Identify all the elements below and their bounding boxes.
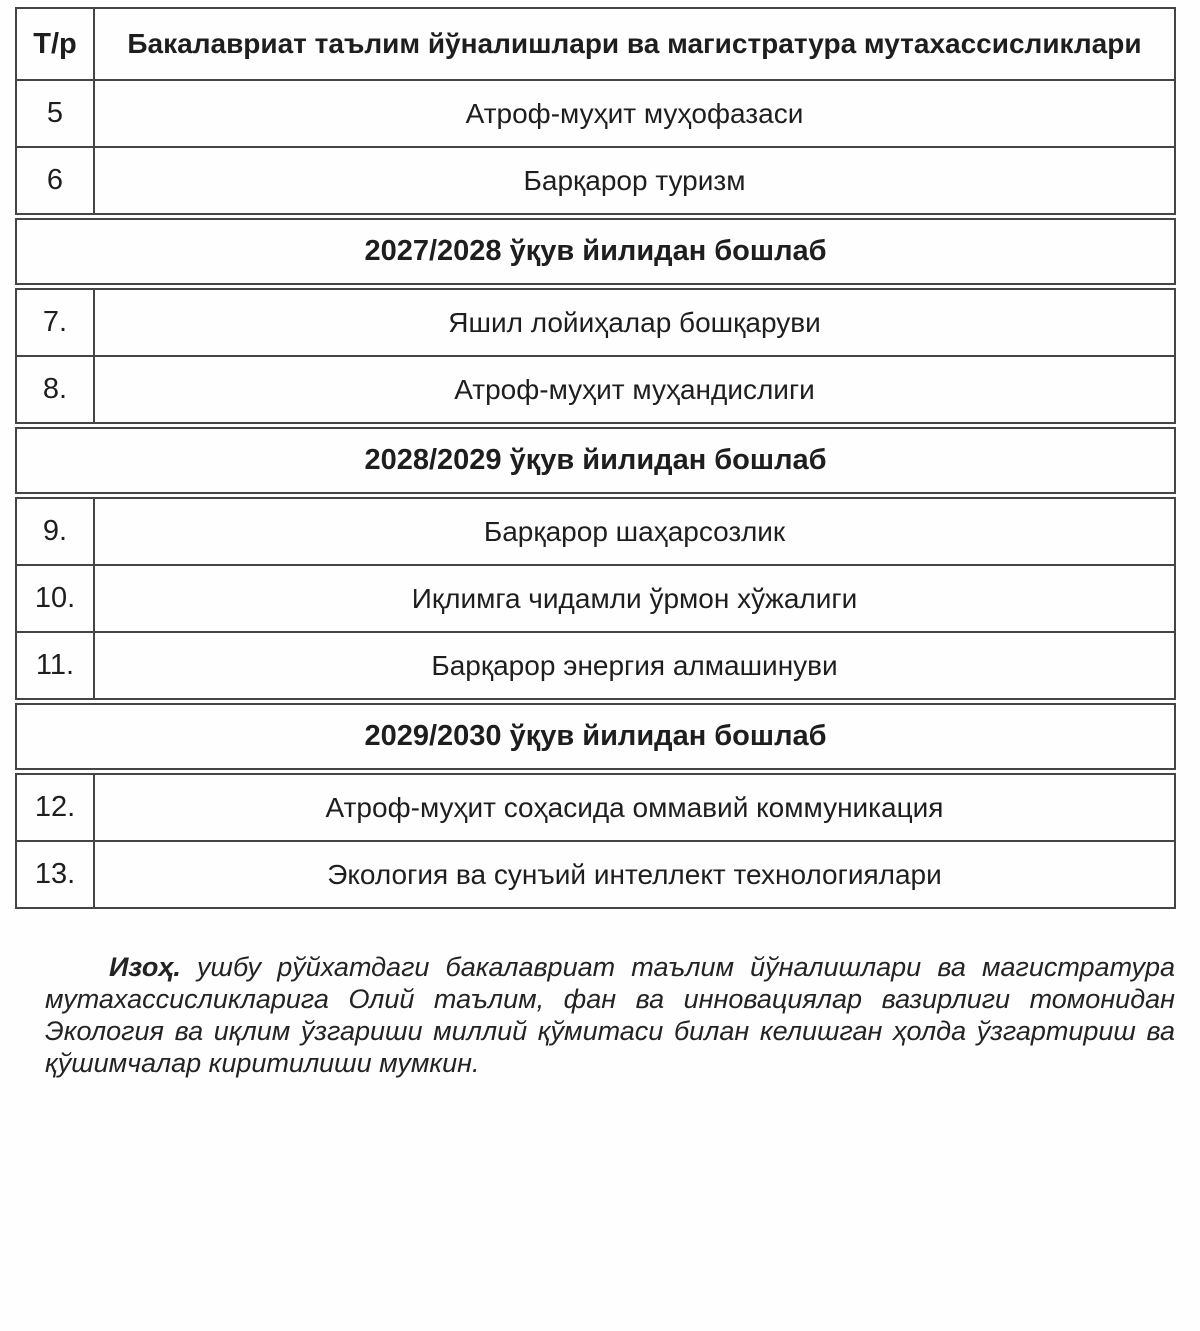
note-label: Изоҳ. — [109, 952, 181, 982]
table-row — [16, 147, 1175, 214]
row-label-cell: Атроф-муҳит муҳофазаси — [94, 80, 1175, 147]
table-header-row — [16, 8, 1175, 80]
row-label-cell: Атроф-муҳит муҳандислиги — [94, 356, 1175, 423]
table-row — [16, 774, 1175, 841]
row-number-cell: 5 — [16, 80, 94, 147]
row-number-cell: 13. — [16, 841, 94, 908]
note-paragraph — [45, 951, 1175, 1079]
row-number-cell: 11. — [16, 632, 94, 699]
table-row — [16, 841, 1175, 908]
row-label-cell: Барқарор туризм — [94, 147, 1175, 214]
row-number-cell: 9. — [16, 498, 94, 565]
table-header-cell-title: Бакалавриат таълим йўналишлари ва магистратура мутахассисликлари — [94, 8, 1175, 80]
row-number-cell: 10. — [16, 565, 94, 632]
note-text: ушбу рўйхатдаги бакалавриат таълим йўналишлари ва магистратура мутахассисликларига Олий таълим, фан ва инновациялар вазирлиги томонидан Экология ва иқлим ўзгариши миллий қўмитаси билан келишган ҳолда ўзгартириш ва қўшимчалар киритилиши мумкин. — [45, 952, 1175, 1078]
table-row — [16, 80, 1175, 147]
row-label-cell: Яшил лойиҳалар бошқаруви — [94, 289, 1175, 356]
row-label-cell: Экология ва сунъий интеллект технологиялари — [94, 841, 1175, 908]
section-row-2028-2029: 2028/2029 ўқув йилидан бошлаб — [15, 427, 1176, 494]
section-row-2027-2028: 2027/2028 ўқув йилидан бошлаб — [15, 218, 1176, 285]
table-row — [16, 498, 1175, 565]
row-number-cell: 12. — [16, 774, 94, 841]
programs-table-part-1 — [15, 7, 1176, 215]
row-label-cell: Иқлимга чидамли ўрмон хўжалиги — [94, 565, 1175, 632]
programs-table-part-2 — [15, 288, 1176, 424]
row-label-cell: Атроф-муҳит соҳасида оммавий коммуникация — [94, 774, 1175, 841]
row-label-cell: Барқарор энергия алмашинуви — [94, 632, 1175, 699]
table-row — [16, 632, 1175, 699]
row-number-cell: 6 — [16, 147, 94, 214]
row-number-cell: 7. — [16, 289, 94, 356]
table-header-cell-number: Т/р — [16, 8, 94, 80]
table-row — [16, 565, 1175, 632]
section-row-2029-2030: 2029/2030 ўқув йилидан бошлаб — [15, 703, 1176, 770]
row-number-cell: 8. — [16, 356, 94, 423]
table-row — [16, 356, 1175, 423]
table-row — [16, 289, 1175, 356]
programs-table-part-4 — [15, 773, 1176, 909]
programs-table-part-3 — [15, 497, 1176, 700]
row-label-cell: Барқарор шаҳарсозлик — [94, 498, 1175, 565]
